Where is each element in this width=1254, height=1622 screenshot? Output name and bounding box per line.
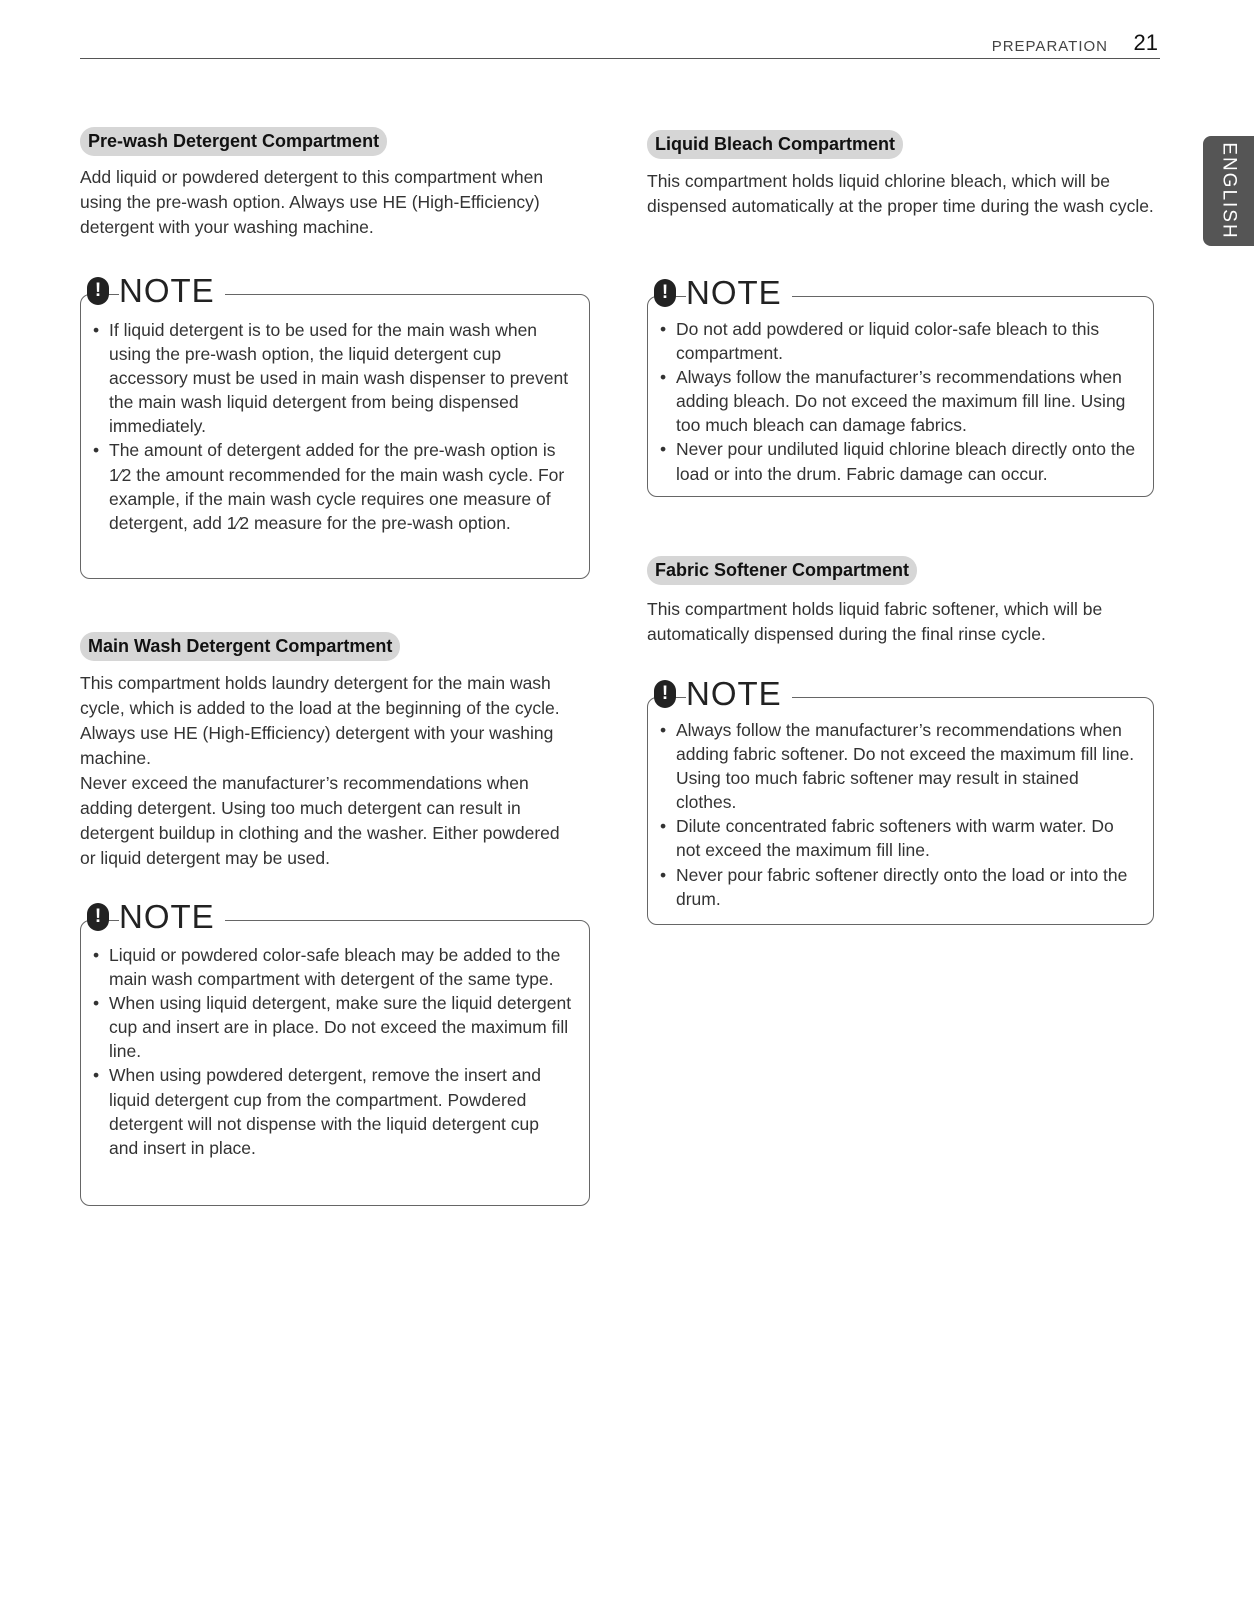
softener-body: This compartment holds liquid fabric softener, which will be automatically dispensed during the final rinse cycle.	[647, 599, 1103, 644]
mainwash-body-2: Never exceed the manufacturer’s recommendations when adding detergent. Using too much detergent can result in detergent buildup in clothing and the washer. Either powdered or liquid detergent may be used.	[80, 773, 560, 868]
note-header	[644, 674, 1155, 714]
softener-heading: Fabric Softener Compartment	[647, 556, 917, 585]
mainwash-note	[80, 898, 590, 1206]
bleach-heading: Liquid Bleach Compartment	[647, 130, 903, 159]
prewash-body: Add liquid or powdered detergent to this compartment when using the pre-wash option. Always use HE (High-Efficiency) detergent with your washing machine.	[80, 167, 544, 237]
note-title: NOTE	[686, 274, 792, 312]
note-item: • Always follow the manufacturer’s recommendations when adding fabric softener. Do not exceed the maximum fill line. Using too much fabric softener may result in stained clothes.	[660, 718, 1137, 814]
note-item: • Dilute concentrated fabric softeners with warm water. Do not exceed the maximum fill line.	[660, 814, 1137, 862]
note-item: • Never pour fabric softener directly onto the load or into the drum.	[660, 863, 1137, 911]
alert-icon: !	[87, 903, 109, 931]
note-item: • If liquid detergent is to be used for the main wash when using the pre-wash option, the liquid detergent cup accessory must be used in main wash dispenser to prevent the main wash liquid detergent from being dispensed immediately.	[93, 318, 573, 438]
page-header	[80, 30, 1160, 59]
note-header	[644, 273, 1155, 313]
note-header	[77, 271, 591, 311]
note-list	[93, 318, 573, 535]
section-name: PREPARATION	[991, 38, 1108, 55]
alert-icon: !	[654, 680, 676, 708]
language-tab-label: ENGLISH	[1218, 142, 1240, 240]
prewash-note	[80, 272, 590, 579]
note-item: • When using powdered detergent, remove the insert and liquid detergent cup from the compartment. Powdered detergent will not dispense with the liquid detergent cup and insert in place.	[93, 1063, 573, 1159]
note-item: • When using liquid detergent, make sure the liquid detergent cup and insert are in place. Do not exceed the maximum fill line.	[93, 991, 573, 1063]
softener-note	[647, 675, 1154, 925]
note-title: NOTE	[119, 898, 225, 936]
note-item: • Always follow the manufacturer’s recommendations when adding bleach. Do not exceed the maximum fill line. Using too much bleach can damage fabrics.	[660, 365, 1137, 437]
alert-icon: !	[87, 277, 109, 305]
note-item: • Never pour undiluted liquid chlorine bleach directly onto the load or into the drum. Fabric damage can occur.	[660, 437, 1137, 485]
page-number: 21	[1133, 30, 1158, 55]
bleach-body: This compartment holds liquid chlorine bleach, which will be dispensed automatically at the proper time during the wash cycle.	[647, 171, 1154, 216]
note-header	[77, 897, 591, 937]
note-list	[660, 718, 1137, 911]
note-item: • The amount of detergent added for the pre-wash option is 1⁄2 the amount recommended for the main wash cycle. For example, if the main wash cycle requires one measure of detergent, add 1⁄2 measure for the pre-wash option.	[93, 438, 573, 534]
note-list	[93, 943, 573, 1160]
note-item: • Liquid or powdered color-safe bleach may be added to the main wash compartment with detergent of the same type.	[93, 943, 573, 991]
note-item: • Do not add powdered or liquid color-safe bleach to this compartment.	[660, 317, 1137, 365]
mainwash-heading: Main Wash Detergent Compartment	[80, 632, 400, 661]
note-title: NOTE	[119, 272, 225, 310]
mainwash-body: This compartment holds laundry detergent for the main wash cycle, which is added to the load at the beginning of the cycle. Always use HE (High-Efficiency) detergent with your washing machine.	[80, 673, 560, 768]
alert-icon: !	[654, 279, 676, 307]
note-list	[660, 317, 1137, 486]
bleach-note	[647, 274, 1154, 497]
note-title: NOTE	[686, 675, 792, 713]
language-tab	[1203, 136, 1254, 246]
prewash-heading: Pre-wash Detergent Compartment	[80, 127, 387, 156]
